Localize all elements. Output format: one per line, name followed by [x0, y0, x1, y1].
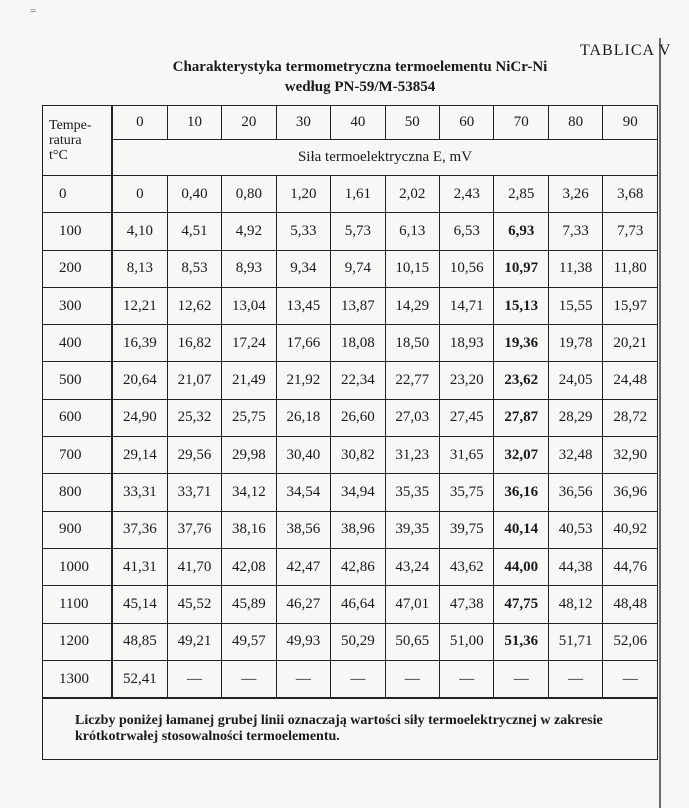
thermocouple-table — [42, 105, 658, 760]
table-row — [43, 511, 658, 548]
table-cell: 52,41 — [112, 660, 167, 698]
table-cell: 32,48 — [548, 437, 602, 474]
table-cell: 6,53 — [440, 213, 494, 250]
note-row — [43, 698, 658, 760]
table-row — [43, 250, 658, 287]
row-temperature: 800 — [43, 474, 113, 511]
table-row — [43, 399, 658, 436]
table-cell: 48,12 — [548, 586, 602, 623]
table-cell: 19,78 — [548, 325, 602, 362]
page-edge-line — [659, 38, 661, 808]
table-cell: 32,90 — [603, 437, 658, 474]
table-cell: 13,87 — [331, 287, 385, 324]
table-cell: 1,61 — [331, 176, 385, 213]
table-cell: 42,86 — [331, 548, 385, 585]
table-cell: 29,56 — [167, 437, 221, 474]
table-cell: 5,73 — [331, 213, 385, 250]
row-temperature: 1200 — [43, 623, 113, 660]
table-body — [43, 176, 658, 760]
row-temperature: 100 — [43, 213, 113, 250]
table-cell: 18,93 — [440, 325, 494, 362]
table-cell: 48,48 — [603, 586, 658, 623]
table-cell: 45,14 — [112, 586, 167, 623]
table-cell: 18,50 — [385, 325, 439, 362]
table-cell: 21,49 — [222, 362, 276, 399]
table-cell: 46,27 — [276, 586, 330, 623]
row-temperature: 1100 — [43, 586, 113, 623]
column-header: 50 — [385, 106, 439, 140]
table-cell: — — [603, 660, 658, 698]
table-cell: 20,21 — [603, 325, 658, 362]
temp-header-line-3: t°C — [49, 148, 68, 163]
table-cell: 24,05 — [548, 362, 602, 399]
table-cell: 11,38 — [548, 250, 602, 287]
table-cell: — — [440, 660, 494, 698]
table-row — [43, 325, 658, 362]
table-cell: 25,75 — [222, 399, 276, 436]
table-cell: 26,60 — [331, 399, 385, 436]
table-cell: 4,10 — [112, 213, 167, 250]
table-cell: 34,12 — [222, 474, 276, 511]
table-cell: 2,02 — [385, 176, 439, 213]
subheader-row — [43, 140, 658, 176]
table-cell: 13,04 — [222, 287, 276, 324]
temperature-header — [43, 106, 113, 176]
column-header: 80 — [548, 106, 602, 140]
table-cell: 51,00 — [440, 623, 494, 660]
table-cell: 6,93 — [494, 213, 548, 250]
table-cell: 42,47 — [276, 548, 330, 585]
table-cell: 38,16 — [222, 511, 276, 548]
table-cell: 8,93 — [222, 250, 276, 287]
table-cell: 27,87 — [494, 399, 548, 436]
table-label: TABLICA V — [580, 42, 672, 59]
table-cell: 3,26 — [548, 176, 602, 213]
table-row — [43, 474, 658, 511]
table-row — [43, 548, 658, 585]
table-cell: 28,72 — [603, 399, 658, 436]
table-cell: 40,14 — [494, 511, 548, 548]
table-cell: 26,18 — [276, 399, 330, 436]
table-cell: 47,38 — [440, 586, 494, 623]
column-header: 0 — [112, 106, 167, 140]
row-temperature: 700 — [43, 437, 113, 474]
table-cell: 4,51 — [167, 213, 221, 250]
column-header: 40 — [331, 106, 385, 140]
table-cell: 50,29 — [331, 623, 385, 660]
table-cell: 10,15 — [385, 250, 439, 287]
table-cell: 28,29 — [548, 399, 602, 436]
table-cell: 33,31 — [112, 474, 167, 511]
table-cell: 46,64 — [331, 586, 385, 623]
table-cell: 11,80 — [603, 250, 658, 287]
table-cell: 44,76 — [603, 548, 658, 585]
table-cell: 24,90 — [112, 399, 167, 436]
row-temperature: 1000 — [43, 548, 113, 585]
table-cell: 50,65 — [385, 623, 439, 660]
table-cell: 13,45 — [276, 287, 330, 324]
table-cell: 16,39 — [112, 325, 167, 362]
column-header: 60 — [440, 106, 494, 140]
table-cell: 31,65 — [440, 437, 494, 474]
table-cell: 16,82 — [167, 325, 221, 362]
table-row — [43, 586, 658, 623]
table-cell: 10,56 — [440, 250, 494, 287]
table-cell: 40,92 — [603, 511, 658, 548]
table-cell: — — [222, 660, 276, 698]
table-cell: 30,82 — [331, 437, 385, 474]
table-row — [43, 176, 658, 213]
table-row — [43, 362, 658, 399]
table-cell: 51,36 — [494, 623, 548, 660]
table-cell: 27,45 — [440, 399, 494, 436]
table-cell: 9,34 — [276, 250, 330, 287]
table-cell: 17,24 — [222, 325, 276, 362]
table-cell: 25,32 — [167, 399, 221, 436]
table-cell: — — [385, 660, 439, 698]
table-cell: 30,40 — [276, 437, 330, 474]
table-cell: 48,85 — [112, 623, 167, 660]
table-cell: 35,75 — [440, 474, 494, 511]
row-temperature: 1300 — [43, 660, 113, 698]
table-cell: 21,07 — [167, 362, 221, 399]
column-header: 10 — [167, 106, 221, 140]
table-cell: 51,71 — [548, 623, 602, 660]
table-cell: 0 — [112, 176, 167, 213]
table-cell: 15,13 — [494, 287, 548, 324]
table-cell: 41,70 — [167, 548, 221, 585]
column-header: 70 — [494, 106, 548, 140]
table-cell: 42,08 — [222, 548, 276, 585]
table-cell: 2,43 — [440, 176, 494, 213]
table-cell: 3,68 — [603, 176, 658, 213]
row-temperature: 400 — [43, 325, 113, 362]
title-line-1: Charakterystyka termometryczna termoelementu NiCr-Ni — [172, 59, 548, 75]
table-cell: 18,08 — [331, 325, 385, 362]
table-cell: 38,96 — [331, 511, 385, 548]
table-cell: 12,62 — [167, 287, 221, 324]
column-header: 30 — [276, 106, 330, 140]
table-cell: 39,75 — [440, 511, 494, 548]
table-row — [43, 213, 658, 250]
temp-header-line-1: Tempe- — [49, 118, 92, 133]
row-temperature: 600 — [43, 399, 113, 436]
table-row — [43, 660, 658, 698]
title-line-2: według PN-59/M-53854 — [284, 79, 436, 95]
table-cell: — — [548, 660, 602, 698]
table-cell: 45,52 — [167, 586, 221, 623]
table-cell: 0,80 — [222, 176, 276, 213]
table-cell: 9,74 — [331, 250, 385, 287]
table-cell: 47,75 — [494, 586, 548, 623]
table-cell: 45,89 — [222, 586, 276, 623]
table-cell: 20,64 — [112, 362, 167, 399]
table-cell: 7,73 — [603, 213, 658, 250]
table-cell: 44,38 — [548, 548, 602, 585]
table-cell: 27,03 — [385, 399, 439, 436]
table-cell: 40,53 — [548, 511, 602, 548]
temp-header-line-2: ratura — [49, 133, 82, 148]
table-cell: 5,33 — [276, 213, 330, 250]
table-cell: — — [167, 660, 221, 698]
table-row — [43, 437, 658, 474]
table-cell: 38,56 — [276, 511, 330, 548]
row-temperature: 0 — [43, 176, 113, 213]
corner-mark: = — [30, 5, 37, 17]
table-cell: 36,96 — [603, 474, 658, 511]
table-cell: 6,13 — [385, 213, 439, 250]
table-cell: 23,62 — [494, 362, 548, 399]
table-cell: 22,77 — [385, 362, 439, 399]
table-cell: 29,98 — [222, 437, 276, 474]
table-cell: 43,24 — [385, 548, 439, 585]
table-cell: 35,35 — [385, 474, 439, 511]
table-cell: 19,36 — [494, 325, 548, 362]
row-temperature: 200 — [43, 250, 113, 287]
table-cell: 37,36 — [112, 511, 167, 548]
table-cell: 15,55 — [548, 287, 602, 324]
emf-subheader: Siła termoelektryczna E, mV — [112, 140, 658, 176]
document-title — [160, 57, 560, 97]
table-cell: 14,71 — [440, 287, 494, 324]
table-cell: 8,53 — [167, 250, 221, 287]
table-row — [43, 287, 658, 324]
table-cell: 10,97 — [494, 250, 548, 287]
table-cell: — — [494, 660, 548, 698]
table-cell: 29,14 — [112, 437, 167, 474]
table-cell: 2,85 — [494, 176, 548, 213]
column-header: 20 — [222, 106, 276, 140]
table-cell: 4,92 — [222, 213, 276, 250]
row-temperature: 500 — [43, 362, 113, 399]
table-cell: 23,20 — [440, 362, 494, 399]
table-cell: 44,00 — [494, 548, 548, 585]
table-cell: 24,48 — [603, 362, 658, 399]
table-cell: 37,76 — [167, 511, 221, 548]
row-temperature: 300 — [43, 287, 113, 324]
column-header-row — [43, 106, 658, 140]
table-cell: 7,33 — [548, 213, 602, 250]
table-cell: 34,54 — [276, 474, 330, 511]
table-cell: 1,20 — [276, 176, 330, 213]
table-cell: 34,94 — [331, 474, 385, 511]
table-cell: 49,93 — [276, 623, 330, 660]
table-cell: 21,92 — [276, 362, 330, 399]
column-header: 90 — [603, 106, 658, 140]
table-cell: 36,56 — [548, 474, 602, 511]
table-cell: 31,23 — [385, 437, 439, 474]
table-cell: 47,01 — [385, 586, 439, 623]
table-cell: 0,40 — [167, 176, 221, 213]
table-row — [43, 623, 658, 660]
table-cell: 49,21 — [167, 623, 221, 660]
row-temperature: 900 — [43, 511, 113, 548]
table-cell: 12,21 — [112, 287, 167, 324]
table-cell: 33,71 — [167, 474, 221, 511]
table-cell: 41,31 — [112, 548, 167, 585]
table-cell: — — [331, 660, 385, 698]
table-cell: 43,62 — [440, 548, 494, 585]
table-cell: 52,06 — [603, 623, 658, 660]
table-cell: 36,16 — [494, 474, 548, 511]
table-cell: 39,35 — [385, 511, 439, 548]
table-cell: 15,97 — [603, 287, 658, 324]
table-cell: 49,57 — [222, 623, 276, 660]
table-cell: — — [276, 660, 330, 698]
table-cell: 8,13 — [112, 250, 167, 287]
table-footnote: Liczby poniżej łamanej grubej linii oznaczają wartości siły termoelektrycznej w zakresie krótkotrwałej stosowalności termoelementu. — [43, 698, 658, 760]
table-cell: 32,07 — [494, 437, 548, 474]
table-cell: 17,66 — [276, 325, 330, 362]
table-cell: 14,29 — [385, 287, 439, 324]
table-cell: 22,34 — [331, 362, 385, 399]
